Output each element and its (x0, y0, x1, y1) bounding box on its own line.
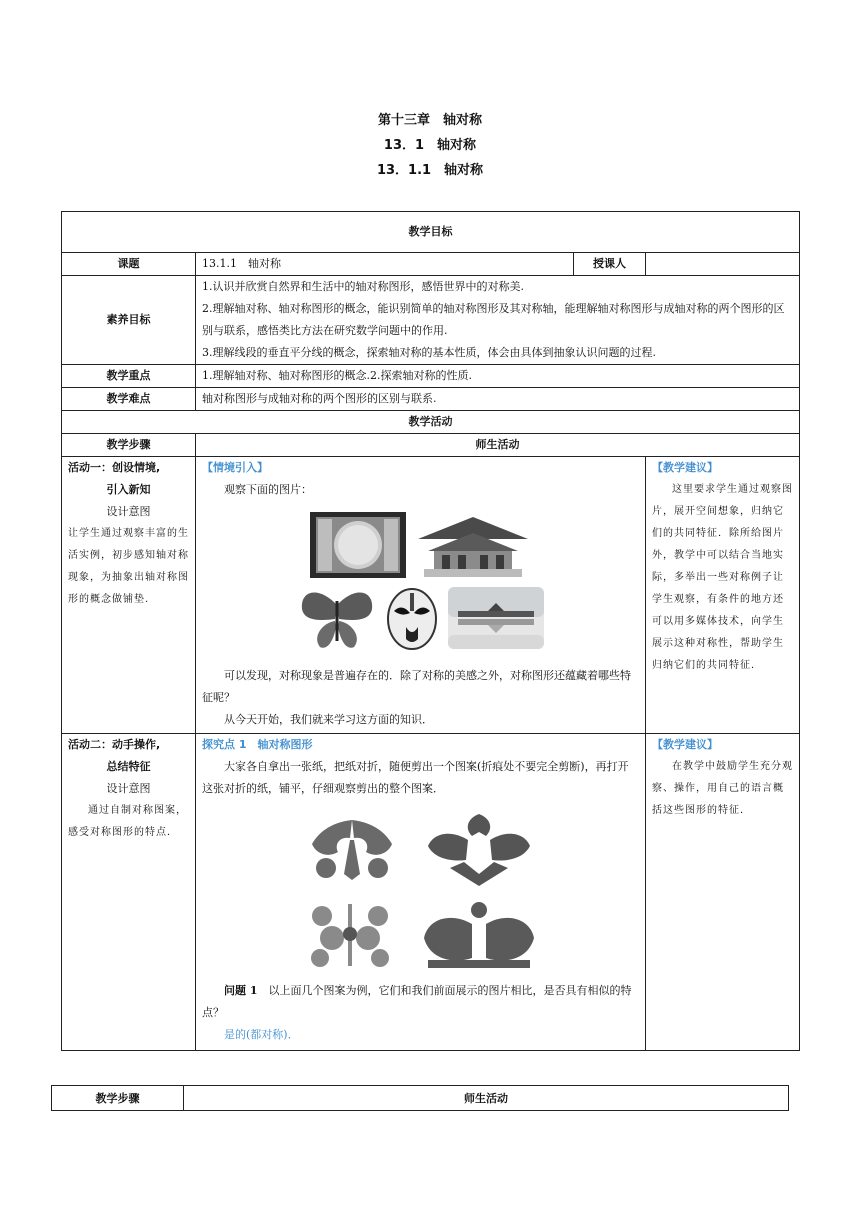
chapter-titles (0, 108, 860, 183)
activity2-steps (62, 734, 196, 1051)
explore-tag: 探究点 1 轴对称图形 (202, 738, 313, 751)
goals-label: 素养目标 (62, 276, 196, 365)
symmetric-frame-image (310, 512, 406, 578)
activity2-suggestion (646, 734, 800, 1051)
lake-palace-image (448, 587, 544, 649)
activity1-para1: 可以发现，对称现象是普遍存在的．除了对称的美感之外，对称图形还蕴藏着哪些特征呢？ (202, 669, 631, 704)
goals-cell (196, 276, 800, 365)
activity2-para1: 大家各自拿出一张纸，把纸对折，随便剪出一个图案(折痕处不要完全剪断)，再打开这张对折的纸，铺平，仔细观察剪出的整个图案． (202, 760, 629, 795)
activity1-intent-label: 设计意图 (106, 505, 151, 518)
activity2-subtitle: 总结特征 (106, 760, 151, 773)
steps-header: 教学步骤 (62, 434, 196, 457)
activity1-subtitle: 引入新知 (106, 483, 151, 496)
scenario-tag: 【情境引入】 (202, 461, 268, 474)
goal-item: 1.认识并欣赏自然界和生活中的轴对称图形，感悟世界中的对称美. (202, 280, 524, 293)
activity2-intent-label: 设计意图 (106, 782, 151, 795)
activity1-suggestion (646, 457, 800, 734)
subsection-title: 13．1.1 轴对称 (376, 163, 484, 178)
difficult-points-value: 轴对称图形与成轴对称的两个图形的区别与联系. (196, 388, 800, 411)
lesson-plan-table (61, 211, 800, 1051)
activity1-intent-text: 让学生通过观察丰富的生活实例，初步感知轴对称现象，为抽象出轴对称图形的概念做铺垫. (68, 528, 189, 605)
activity1-title: 活动一：创设情境, (68, 461, 161, 474)
activity1-content (196, 457, 646, 734)
teacher-label: 授课人 (574, 253, 646, 276)
qilin-papercut-image (420, 812, 538, 886)
section-title: 13．1 轴对称 (383, 138, 477, 153)
footer-teacher-student-header: 师生活动 (184, 1086, 789, 1111)
difficult-points-label: 教学难点 (62, 388, 196, 411)
image-row-2 (202, 585, 639, 651)
dragon-papercut-image (304, 814, 400, 884)
palace-image (414, 511, 532, 579)
goal-item: 3.理解线段的垂直平分线的概念，探索轴对称的基本性质，体会由具体到抽象认识问题的过程. (202, 346, 656, 359)
table-title: 教学目标 (62, 212, 800, 253)
key-points-label: 教学重点 (62, 365, 196, 388)
suggestion-tag: 【教学建议】 (652, 461, 718, 474)
chapter-title: 第十三章 轴对称 (377, 113, 482, 128)
activities-header: 教学活动 (62, 411, 800, 434)
question1-text: 以上面几个图案为例，它们和我们前面展示的图片相比，是否具有相似的特点？ (202, 984, 632, 1019)
lesson-label: 课题 (62, 253, 196, 276)
key-points-value: 1.理解轴对称、轴对称图形的概念.2.探索轴对称的性质. (196, 365, 800, 388)
teacher-student-header: 师生活动 (196, 434, 800, 457)
footer-header-table (51, 1085, 789, 1111)
activity1-steps (62, 457, 196, 734)
butterfly-image (298, 585, 376, 651)
papercut-row-2 (202, 898, 639, 970)
answer-text: 是的(都对称)． (224, 1028, 299, 1041)
opera-mask-image (384, 585, 440, 651)
question1 (202, 980, 639, 1024)
flower-papercut-image (302, 898, 398, 970)
observe-text: 观察下面的图片： (224, 483, 312, 496)
papercut-row-1 (202, 812, 639, 886)
twin-lion-papercut-image (418, 898, 540, 970)
activity1-para2: 从今天开始，我们就来学习这方面的知识． (224, 713, 433, 726)
suggestion-tag-2: 【教学建议】 (652, 738, 718, 751)
image-row-1 (202, 511, 639, 579)
activity2-title: 活动二：动手操作, (68, 738, 161, 751)
lesson-value: 13.1.1 轴对称 (196, 253, 574, 276)
goal-item: 2.理解轴对称、轴对称图形的概念，能识别简单的轴对称图形及其对称轴，能理解轴对称图形与成轴对称的两个图形的区别与联系，感悟类比方法在研究数学问题中的作用. (202, 302, 785, 337)
activity2-content (196, 734, 646, 1051)
activity2-intent-text: 通过自制对称图案，感受对称图形的特点． (68, 805, 187, 838)
teacher-value (646, 253, 800, 276)
question1-label: 问题 1 (224, 984, 258, 997)
suggestion-text-2: 在教学中鼓励学生充分观察、操作，用自己的语言概括这些图形的特征． (652, 761, 793, 816)
footer-steps-header: 教学步骤 (52, 1086, 184, 1111)
suggestion-text: 这里要求学生通过观察图片，展开空间想象，归纳它们的共同特征．除所给图片外，教学中可以结合当地实际，多举出一些对称例子让学生观察，有条件的地方还可以用多媒体技术，向学生展示这种对称性，帮助学生归纳它们的共同特征． (652, 484, 793, 671)
